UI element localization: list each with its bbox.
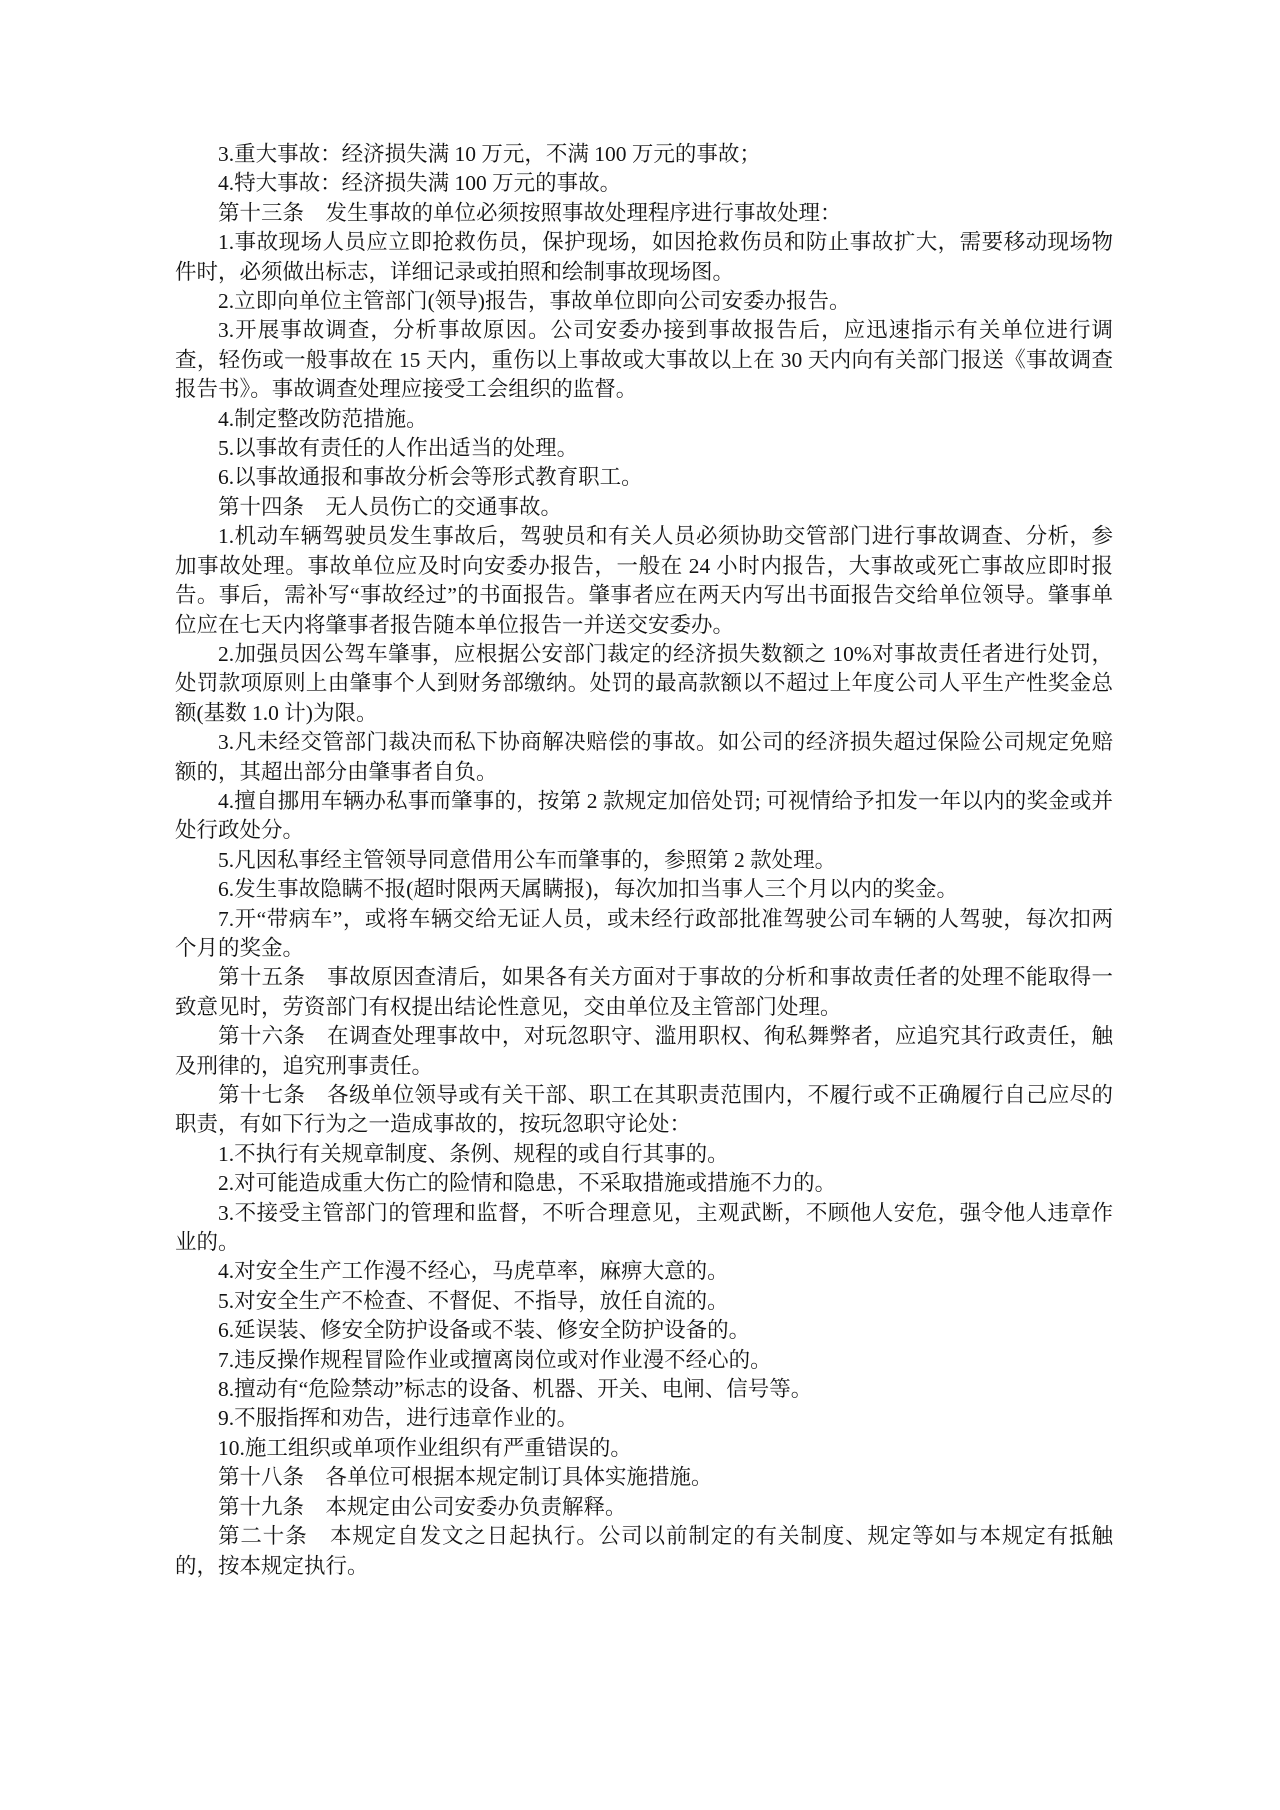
paragraph: 第十九条 本规定由公司安委办负责解释。: [218, 1494, 627, 1519]
paragraph: 3.重大事故：经济损失满 10 万元，不满 100 万元的事故；: [218, 142, 761, 166]
paragraph: 6.发生事故隐瞒不报(超时限两天属瞒报)，每次加扣当事人三个月以内的奖金。: [218, 877, 958, 902]
paragraph: 5.凡因私事经主管领导同意借用公车而肇事的，参照第 2 款处理。: [218, 847, 837, 872]
paragraph: 第二十条 本规定自发文之日起执行。公司以前制定的有关制度、规定等如与本规定有抵触的，按本规定执行。: [175, 1524, 1113, 1578]
paragraph: 第十五条 事故原因查清后，如果各有关方面对于事故的分析和事故责任者的处理不能取得一致意见时，劳资部门有权提出结论性意见，交由单位及主管部门处理。: [175, 965, 1113, 1019]
paragraph: 5.以事故有责任的人作出适当的处理。: [218, 436, 579, 461]
paragraph: 4.擅自挪用车辆办私事而肇事的，按第 2 款规定加倍处罚; 可视情给予扣发一年以内的奖金或并处行政处分。: [175, 788, 1113, 843]
paragraph: 3.凡未经交管部门裁决而私下协商解决赔偿的事故。如公司的经济损失超过保险公司规定免赔额的，其超出部分由肇事者自负。: [175, 730, 1113, 784]
paragraph: 1.机动车辆驾驶员发生事故后，驾驶员和有关人员必须协助交管部门进行事故调查、分析，参加事故处理。事故单位应及时向安委办报告，一般在 24 小时内报告，大事故或死亡事故应即时报告。事后，需补写“事故经过”的书面报告。肇事者应在两天内写出书面报告交给单位领导。肇事单位应在七天内将肇事者报告随本单位报告一并送交安委办。: [175, 524, 1113, 637]
paragraph: 2.立即向单位主管部门(领导)报告，事故单位即向公司安委办报告。: [218, 289, 851, 314]
paragraph: 3.开展事故调查，分析事故原因。公司安委办接到事故报告后，应迅速指示有关单位进行调查，轻伤或一般事故在 15 天内，重伤以上事故或大事故以上在 30 天内向有关部门报送《事故调查报告书》。事故调查处理应接受工会组织的监督。: [175, 318, 1113, 402]
paragraph: 3.不接受主管部门的管理和监督，不听合理意见，主观武断，不顾他人安危，强令他人违章作业的。: [175, 1200, 1113, 1255]
paragraph: 6.延误装、修安全防护设备或不装、修安全防护设备的。: [218, 1318, 751, 1343]
paragraph: 第十四条 无人员伤亡的交通事故。: [218, 494, 563, 519]
paragraph: 2.加强员因公驾车肇事，应根据公安部门裁定的经济损失数额之 10%对事故责任者进行处罚，处罚款项原则上由肇事个人到财务部缴纳。处罚的最高款额以不超过上年度公司人平生产性奖金总额(基数 1.0 计)为限。: [175, 641, 1113, 725]
document-text-block: [175, 140, 1113, 1581]
paragraph: 第十八条 各单位可根据本规定制订具体实施措施。: [218, 1465, 713, 1490]
paragraph: 4.制定整改防范措施。: [218, 406, 428, 431]
paragraph: 7.开“带病车”，或将车辆交给无证人员，或未经行政部批准驾驶公司车辆的人驾驶，每次扣两个月的奖金。: [175, 906, 1113, 960]
paragraph: 第十七条 各级单位领导或有关干部、职工在其职责范围内，不履行或不正确履行自己应尽的职责，有如下行为之一造成事故的，按玩忽职守论处：: [175, 1083, 1113, 1137]
paragraph: 9.不服指挥和劝告，进行违章作业的。: [218, 1406, 579, 1431]
paragraph: 1.不执行有关规章制度、条例、规程的或自行其事的。: [218, 1141, 729, 1166]
paragraph: 4.特大事故：经济损失满 100 万元的事故。: [218, 171, 622, 196]
paragraph: 2.对可能造成重大伤亡的险情和隐患，不采取措施或措施不力的。: [218, 1171, 837, 1196]
paragraph: 第十三条 发生事故的单位必须按照事故处理程序进行事故处理：: [218, 200, 842, 225]
paragraph: 1.事故现场人员应立即抢救伤员，保护现场，如因抢救伤员和防止事故扩大，需要移动现场物件时，必须做出标志，详细记录或拍照和绘制事故现场图。: [175, 230, 1113, 284]
paragraph: 4.对安全生产工作漫不经心，马虎草率，麻痹大意的。: [218, 1259, 729, 1284]
paragraph: 第十六条 在调查处理事故中，对玩忽职守、滥用职权、徇私舞弊者，应追究其行政责任，触及刑律的，追究刑事责任。: [175, 1024, 1113, 1078]
paragraph: 6.以事故通报和事故分析会等形式教育职工。: [218, 465, 643, 490]
paragraph: 8.擅动有“危险禁动”标志的设备、机器、开关、电闸、信号等。: [218, 1377, 813, 1402]
paragraph: 5.对安全生产不检查、不督促、不指导，放任自流的。: [218, 1288, 729, 1313]
paragraph: 10.施工组织或单项作业组织有严重错误的。: [218, 1435, 632, 1460]
paragraph: 7.违反操作规程冒险作业或擅离岗位或对作业漫不经心的。: [218, 1347, 772, 1372]
